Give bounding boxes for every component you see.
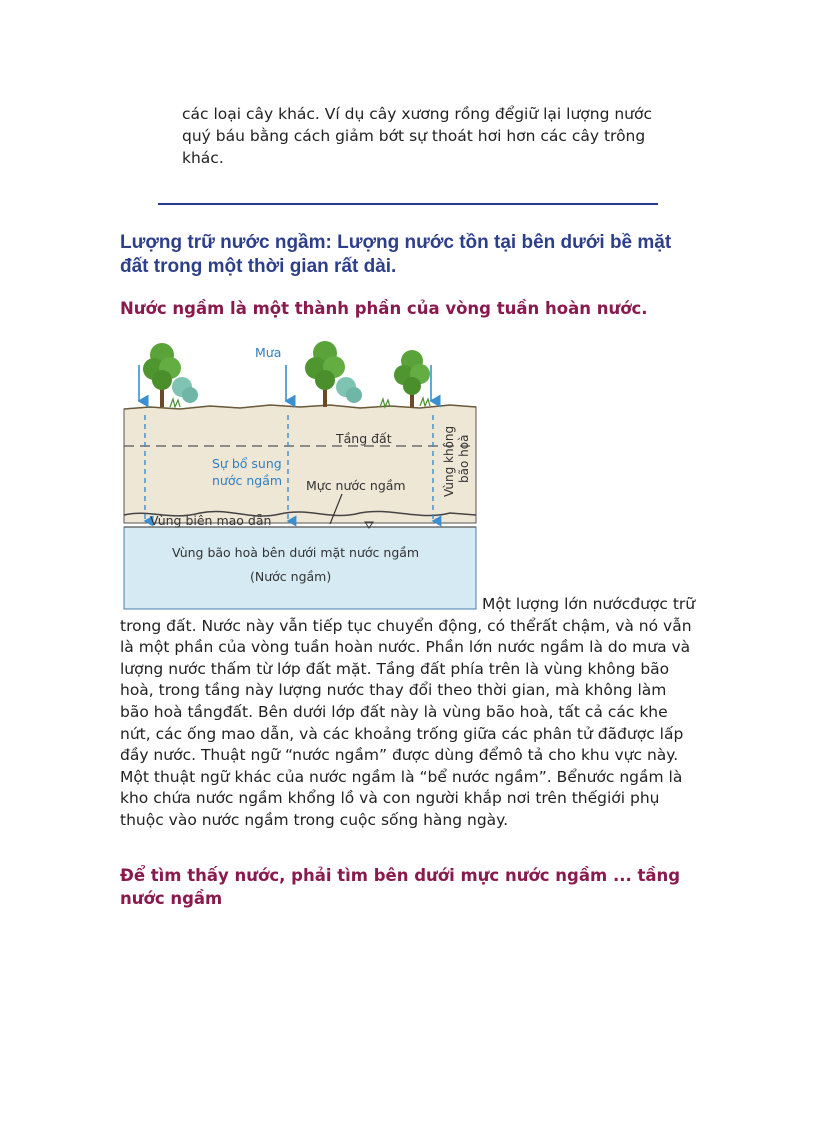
capillary-fringe-label: Vùng biên mao dẫn bbox=[150, 513, 272, 528]
tree-icon bbox=[305, 341, 362, 407]
soil-layer-label: Tầng đất bbox=[336, 431, 392, 446]
unsaturated-zone-label-line2: bão hoà bbox=[457, 434, 471, 483]
section-heading-groundwater-storage: Lượng trữ nước ngầm: Lượng nước tồn tại bên dưới bề mặt đất trong một thời gian rất dài. bbox=[120, 232, 672, 277]
intro-paragraph: các loại cây khác. Ví dụ cây xương rồng đểgiữ lại lượng nước quý báu bằng cách giảm bớt sự thoát hơi hơn các cây trông khác. bbox=[182, 105, 653, 167]
tree-icon bbox=[143, 343, 198, 407]
soil-zone bbox=[124, 405, 476, 523]
rain-label: Mưa bbox=[255, 345, 282, 360]
recharge-label-line2: nước ngầm bbox=[212, 473, 283, 488]
tree-icon bbox=[394, 350, 430, 407]
unsaturated-zone-label-line1: Vùng không bbox=[442, 425, 456, 497]
groundwater-diagram bbox=[120, 335, 480, 613]
horizontal-divider bbox=[158, 203, 658, 205]
recharge-label-line1: Sự bổ sung bbox=[212, 456, 282, 471]
subheading-find-water: Để tìm thấy nước, phải tìm bên dưới mực nước ngầm ... tầng nước ngầm bbox=[120, 866, 681, 908]
saturated-zone-label-line2: (Nước ngầm) bbox=[250, 569, 332, 584]
water-table-label: Mực nước ngầm bbox=[306, 478, 406, 493]
body-paragraph: Một lượng lớn nướcđược trữ trong đất. Nước này vẫn tiếp tục chuyển động, có thểrất chậm, và nó vẫn là một phần của vòng tuần hoàn nước. Phần lớn nước ngầm là do mưa và lượng nước thấm từ lớp đất mặt. Tầng đất phía trên là vùng không bão hoà, trong tầng này lượng nước thay đổi theo thời gian, mà không làm bão hoà tầngđất. Bên dưới lớp đất này là vùng bão hoà, tất cả các khe nứt, các ống mao dẫn, và các khoảng trống giữa các phân tử đãđược lấp đầy nước. Thuật ngữ “nước ngầm” được dùng đểmô tả cho khu vực này. Một thuật ngữ khác của nước ngầm là “bể nước ngầm”. Bểnước ngầm là kho chứa nước ngầm khổng lồ và con người khắp nơi trên thếgiới phụ thuộc vào nước ngầm trong cuộc sống hàng ngày. bbox=[120, 595, 696, 829]
subheading-water-cycle: Nước ngầm là một thành phần của vòng tuần hoàn nước. bbox=[120, 299, 648, 318]
saturated-zone-label-line1: Vùng bão hoà bên dưới mặt nước ngầm bbox=[172, 545, 420, 560]
body-paragraph-block bbox=[120, 594, 700, 832]
